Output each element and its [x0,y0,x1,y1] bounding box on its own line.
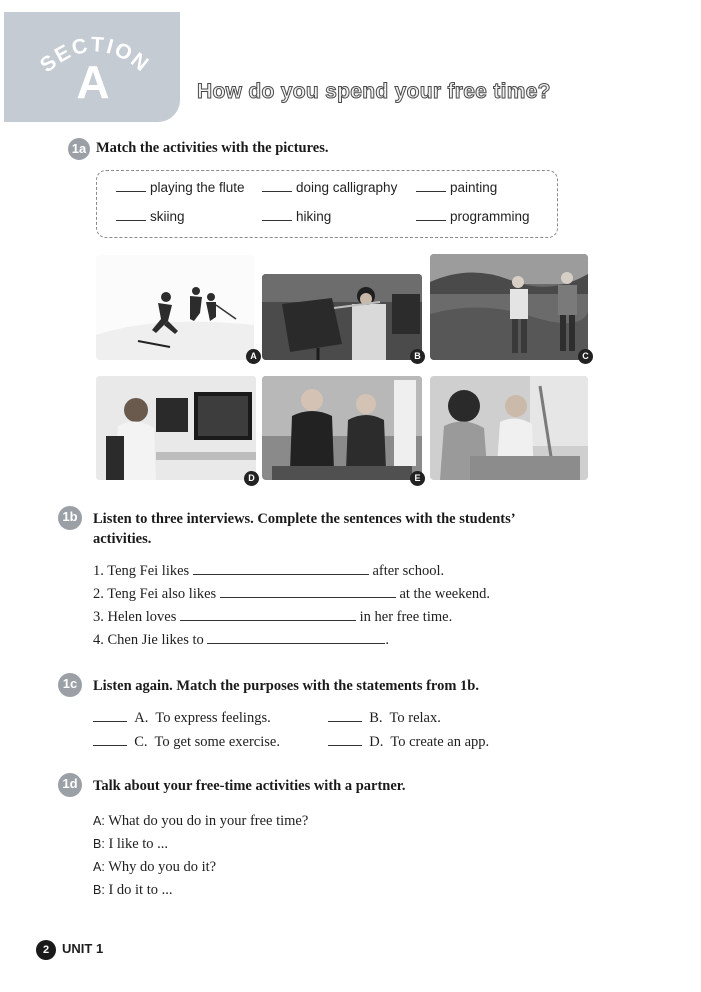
word-item: doing calligraphy [262,180,397,195]
option-a: A. To express feelings. [93,710,271,727]
sentence-3: 3. Helen loves in her free time. [93,609,453,625]
section-word: SECTION [35,33,155,78]
exercise-badge-1c: 1c [58,673,82,697]
page-number: 2 [36,940,56,960]
word-item: playing the flute [116,180,245,195]
word-item: hiking [262,209,331,224]
word-item: painting [416,180,497,195]
photo-label-c: C [578,349,593,364]
answer-blank[interactable] [262,191,292,192]
hiking-image [430,254,588,360]
section-letter: A [76,56,110,108]
answer-blank[interactable] [116,191,146,192]
answer-blank[interactable] [416,220,446,221]
dialogue-line: B: I do it to ... [93,882,173,898]
photo-painting [430,376,588,480]
answer-blank[interactable] [262,220,292,221]
photo-label-a: A [246,349,261,364]
option-c: C. To get some exercise. [93,734,280,751]
answer-line[interactable] [328,745,362,746]
photo-hiking [430,254,588,360]
word-item: skiing [116,209,185,224]
photo-label-d: D [244,471,259,486]
photo-flute [262,274,422,360]
instruction-1c: Listen again. Match the purposes with the statements from 1b. [93,678,479,694]
answer-line[interactable] [93,721,127,722]
dialogue-line: B: I like to ... [93,836,169,852]
sentence-4: 4. Chen Jie likes to . [93,632,390,648]
answer-line[interactable] [220,597,396,598]
answer-blank[interactable] [116,220,146,221]
answer-line[interactable] [207,643,385,644]
sentence-1: 1. Teng Fei likes after school. [93,563,445,579]
skiing-image [96,255,254,360]
answer-line[interactable] [328,721,362,722]
exercise-badge-1b: 1b [58,506,82,530]
exercise-badge-1a: 1a [68,138,90,160]
photo-programming [96,376,256,480]
word-item: programming [416,209,530,224]
painting-image [430,376,588,480]
photo-calligraphy [262,376,422,480]
instruction-1a: Match the activities with the pictures. [96,140,329,156]
instruction-1b-line2: activities. [93,531,152,547]
sentence-2: 2. Teng Fei also likes at the weekend. [93,586,491,602]
instruction-1b-line1: Listen to three interviews. Complete the sentences with the students’ [93,511,516,527]
option-d: D. To create an app. [328,734,489,751]
dialogue-line: A: What do you do in your free time? [93,813,309,829]
programming-image [96,376,256,480]
exercise-badge-1d: 1d [58,773,82,797]
answer-blank[interactable] [416,191,446,192]
answer-line[interactable] [193,574,369,575]
photo-label-e: E [410,471,425,486]
photo-skiing [96,255,254,360]
option-b: B. To relax. [328,710,441,727]
instruction-1d: Talk about your free-time activities with a partner. [93,778,406,794]
unit-label: UNIT 1 [62,941,104,956]
photo-label-b: B [410,349,425,364]
dialogue-line: A: Why do you do it? [93,859,217,875]
flute-image [262,274,422,360]
calligraphy-image [262,376,422,480]
answer-line[interactable] [93,745,127,746]
answer-line[interactable] [180,620,356,621]
page-title: How do you spend your free time? [197,80,551,103]
